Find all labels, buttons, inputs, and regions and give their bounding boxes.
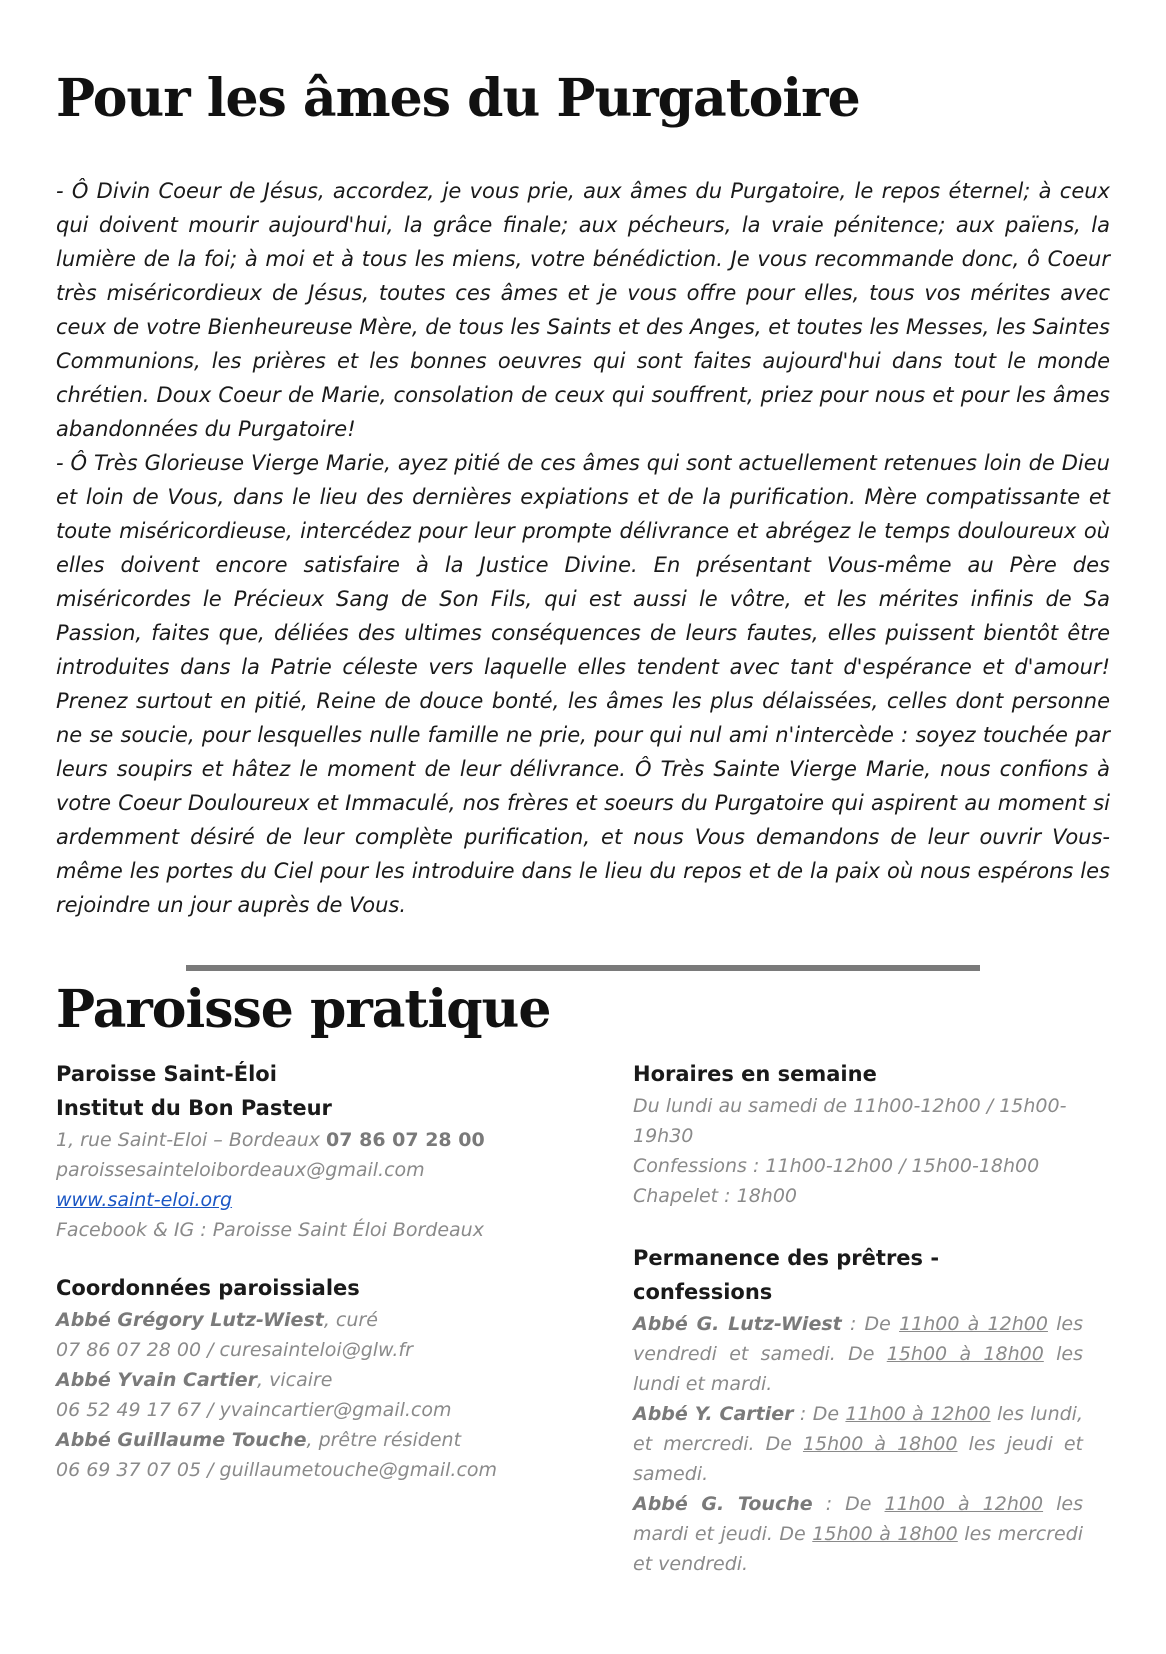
contact-name: Abbé Yvain Cartier [56, 1369, 258, 1391]
schedule-text: les lundi et mardi. [633, 1343, 1083, 1395]
contact-name: Abbé Grégory Lutz-Wiest [56, 1309, 324, 1331]
parish-social: Facebook & IG : Paroisse Saint Éloi Bordeaux [56, 1219, 484, 1241]
parish-address: 1, rue Saint-Eloi – Bordeaux [56, 1129, 327, 1151]
confessions-heading: Permanence des prêtres - confessions [633, 1246, 940, 1304]
priest-schedule-2 [633, 1399, 1083, 1489]
parish-email[interactable]: paroissesainteloibordeaux@gmail.com [56, 1159, 425, 1181]
parish-name: Paroisse Saint-Éloi [56, 1062, 277, 1086]
schedule-text: les mardi et jeudi. De [633, 1493, 1083, 1545]
schedule-text: les vendredi et samedi. De [633, 1313, 1084, 1365]
priest-schedule-1 [633, 1309, 1083, 1399]
contact-person [56, 1305, 586, 1335]
contact-role: , curé [323, 1309, 378, 1331]
contact-role: , prêtre résident [306, 1429, 462, 1451]
parish-website-link[interactable]: www.saint-eloi.org [56, 1189, 233, 1211]
schedule-text: les jeudi et samedi. [633, 1433, 1084, 1485]
priest-name: Abbé G. Touche [633, 1493, 813, 1515]
schedule-time: 11h00 à 12h00 [899, 1313, 1048, 1335]
contact-details: 07 86 07 28 00 / curesainteloi@glw.fr [56, 1339, 413, 1361]
prayer-paragraph-1: - Ô Divin Coeur de Jésus, accordez, je vous prie, aux âmes du Purgatoire, le repos éternel; à ceux qui doivent mourir aujourd'hui, la grâce finale; aux pécheurs, la vraie pénitence; aux païens, la lumière de la foi; à moi et à tous les miens, votre bénédiction. Je vous recommande donc, ô Coeur très miséricordieux de Jésus, toutes ces âmes et je vous offre pour elles, tous vos mérites avec ceux de votre Bienheureuse Mère, de tous les Saints et des Anges, et toutes les Messes, les Saintes Communions, les prières et les bonnes oeuvres qui sont faites aujourd'hui dans tout le monde chrétien. Doux Coeur de Marie, consolation de ceux qui souffrent, priez pour nous et pour les âmes abandonnées du Purgatoire! [56, 179, 1110, 441]
schedule-text: : De [812, 1493, 885, 1515]
priest-name: Abbé G. Lutz-Wiest [633, 1313, 842, 1335]
prayer-text [56, 174, 1110, 922]
contact-person [56, 1425, 586, 1455]
schedule-text: les lundi, et mercredi. De [633, 1403, 1083, 1455]
contact-name: Abbé Guillaume Touche [56, 1429, 307, 1451]
schedule-column [633, 1061, 1083, 1579]
schedule-time: 15h00 à 18h00 [812, 1523, 958, 1545]
schedule-text: les mercredi et vendredi. [633, 1523, 1084, 1575]
schedule-time: 15h00 à 18h00 [802, 1433, 958, 1455]
schedule-time: 11h00 à 12h00 [884, 1493, 1044, 1515]
schedule-text: : De [841, 1313, 900, 1335]
weekday-hours: Du lundi au samedi de 11h00-12h00 / 15h00-19h30 [633, 1095, 1067, 1147]
schedule-time: 15h00 à 18h00 [886, 1343, 1044, 1365]
schedule-text: : De [793, 1403, 846, 1425]
schedule-time: 11h00 à 12h00 [845, 1403, 991, 1425]
parish-address-line [56, 1125, 586, 1155]
prayer-paragraph-2: - Ô Très Glorieuse Vierge Marie, ayez pitié de ces âmes qui sont actuellement retenues loin de Dieu et loin de Vous, dans le lieu des dernières expiations et de la purification. Mère compatissante et toute miséricordieuse, intercédez pour leur prompte délivrance et abrégez le temps douloureux où elles doivent encore satisfaire à la Justice Divine. En présentant Vous-même au Père des miséricordes le Précieux Sang de Son Fils, qui est aussi le vôtre, et les mérites infinis de Sa Passion, faites que, déliées des ultimes conséquences de leurs fautes, elles puissent bientôt être introduites dans la Patrie céleste vers laquelle elles tendent avec tant d'espérance et d'amour! Prenez surtout en pitié, Reine de douce bonté, les âmes les plus délaissées, celles dont personne ne se soucie, pour lesquelles nulle famille ne prie, pour qui nul ami n'intercède : soyez touchée par leurs soupirs et hâtez le moment de leur délivrance. Ô Très Sainte Vierge Marie, nous confions à votre Coeur Douloureux et Immaculé, nos frères et soeurs du Purgatoire qui aspirent au moment si ardemment désiré de leur complète purification, et nous Vous demandons de leur ouvrir Vous-même les portes du Ciel pour les introduire dans le lieu du repos et de la paix où nous espérons les rejoindre un jour auprès de Vous. [56, 451, 1110, 917]
contact-details: 06 52 49 17 67 / yvaincartier@gmail.com [56, 1399, 452, 1421]
prayer-section-title: Pour les âmes du Purgatoire [56, 68, 860, 129]
priest-name: Abbé Y. Cartier [633, 1403, 794, 1425]
parish-section-title: Paroisse pratique [56, 979, 551, 1040]
section-divider [186, 965, 980, 971]
contacts-heading: Coordonnées paroissiales [56, 1276, 360, 1300]
contact-person [56, 1365, 586, 1395]
contact-role: , vicaire [257, 1369, 333, 1391]
parish-phone: 07 86 07 28 00 [326, 1129, 485, 1151]
parish-info-column [56, 1061, 586, 1485]
priest-schedule-3 [633, 1489, 1083, 1579]
weekday-rosary: Chapelet : 18h00 [633, 1185, 797, 1207]
weekday-heading: Horaires en semaine [633, 1062, 877, 1086]
contact-details: 06 69 37 07 05 / guillaumetouche@gmail.com [56, 1459, 498, 1481]
weekday-confessions: Confessions : 11h00-12h00 / 15h00-18h00 [633, 1155, 1040, 1177]
parish-institute: Institut du Bon Pasteur [56, 1096, 332, 1120]
